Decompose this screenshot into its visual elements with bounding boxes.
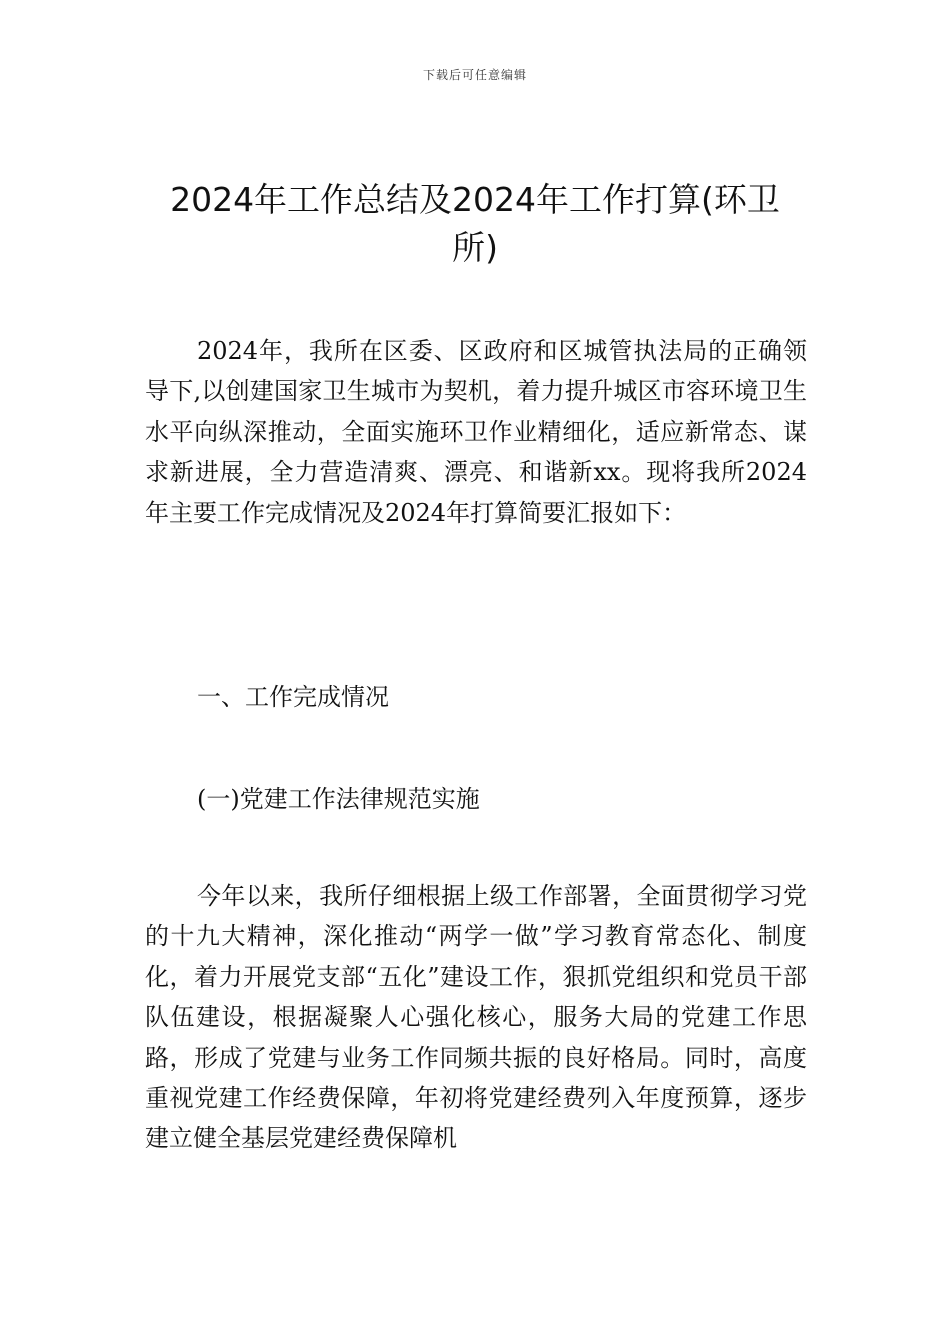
party-work-paragraph: 今年以来，我所仔细根据上级工作部署，全面贯彻学习党的十九大精神，深化推动“两学一做”学习教育常态化、制度化，着力开展党支部“五化”建设工作，狠抓党组织和党员干部队伍建设，根据凝聚人心强化核心，服务大局的党建工作思路，形成了党建与业务工作同频共振的良好格局。同时，高度重视党建工作经费保障，年初将党建经费列入年度预算，逐步建立健全基层党建经费保障机 [145, 882, 807, 1153]
document-title: 2024年工作总结及2024年工作打算(环卫所) [170, 180, 780, 267]
subsection-heading-party-building: (一)党建工作法律规范实施 [197, 785, 480, 813]
intro-paragraph: 2024年，我所在区委、区政府和区城管执法局的正确领导下,以创建国家卫生城市为契机，着力提升城区市容环境卫生水平向纵深推动，全面实施环卫作业精细化，适应新常态、谋求新进展，全力营造清爽、漂亮、和谐新xx。现将我所2024年主要工作完成情况及2024年打算简要汇报如下： [145, 337, 807, 527]
section-heading-work-completion: 一、工作完成情况 [197, 683, 389, 711]
header-note: 下载后可任意编辑 [422, 68, 527, 82]
